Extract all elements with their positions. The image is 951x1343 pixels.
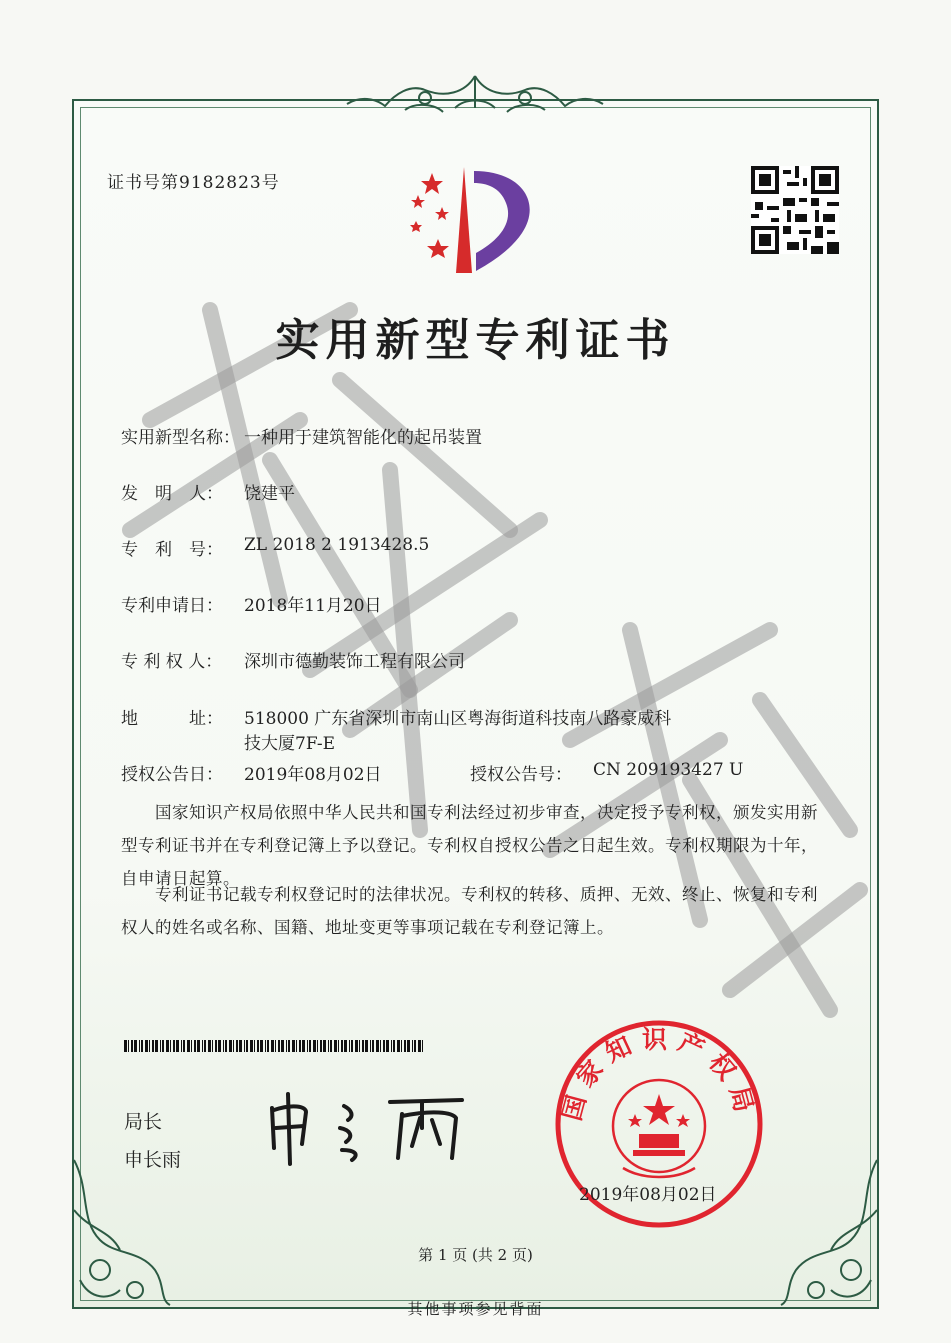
barcode-bar <box>380 1040 381 1052</box>
barcode-bar <box>349 1040 350 1052</box>
barcode-bar <box>372 1040 374 1052</box>
barcode-bar <box>187 1040 190 1052</box>
barcode-bar <box>275 1040 276 1052</box>
barcode-bar <box>397 1040 400 1052</box>
barcode-bar <box>313 1040 316 1052</box>
field-label-application-date: 专利申请日： <box>121 596 223 616</box>
barcode-bar <box>299 1040 301 1052</box>
certificate-number: 证书号第9182823号 <box>107 173 280 193</box>
barcode-bar <box>194 1040 196 1052</box>
certificate-paragraph-2: 专利证书记载专利权登记时的法律状况。专利权的转移、质押、无效、终止、恢复和专利权人的姓名或名称、国籍、地址变更等事项记载在专利登记簿上。 <box>121 885 818 937</box>
barcode-bar <box>344 1040 347 1052</box>
field-label-utility-model-name: 实用新型名称： <box>121 428 240 448</box>
barcode-bar <box>267 1040 269 1052</box>
field-value-grant-date: 2019年08月02日 <box>244 765 382 785</box>
barcode-bar <box>362 1040 364 1052</box>
barcode-bar <box>124 1040 127 1052</box>
barcode-bar <box>181 1040 182 1052</box>
barcode-bar <box>422 1040 423 1052</box>
barcode-bar <box>215 1040 217 1052</box>
barcode-bar <box>404 1040 406 1052</box>
svg-text:国家知识产权局: 国家知识产权局 <box>557 1024 761 1124</box>
director-title: 局长 <box>124 1111 163 1133</box>
barcode-bar <box>183 1040 185 1052</box>
barcode-bar <box>162 1040 164 1052</box>
barcode-bar <box>197 1040 200 1052</box>
barcode-bar <box>141 1040 143 1052</box>
field-value-inventor: 饶建平 <box>244 484 295 504</box>
barcode-bar <box>330 1040 332 1052</box>
barcode-bar <box>218 1040 221 1052</box>
seal-date: 2019年08月02日 <box>579 1185 717 1205</box>
barcode-bar <box>307 1040 308 1052</box>
barcode-bar <box>236 1040 238 1052</box>
barcode-bar <box>223 1040 224 1052</box>
director-name: 申长雨 <box>124 1149 182 1171</box>
barcode-bar <box>292 1040 295 1052</box>
barcode-bar <box>149 1040 150 1052</box>
barcode-bar <box>351 1040 353 1052</box>
field-label-patentee: 专 利 权 人： <box>121 652 223 672</box>
barcode-bar <box>166 1040 169 1052</box>
barcode-bar <box>320 1040 322 1052</box>
field-label-grant-publication-number: 授权公告号： <box>470 765 572 785</box>
barcode-bar <box>128 1040 129 1052</box>
barcode-bar <box>173 1040 175 1052</box>
barcode-bar <box>257 1040 259 1052</box>
back-note: 其他事项参见背面 <box>407 1300 544 1318</box>
barcode-bar <box>278 1040 280 1052</box>
barcode-bar <box>250 1040 253 1052</box>
barcode-bar <box>254 1040 255 1052</box>
barcode-bar <box>414 1040 416 1052</box>
field-value-application-date: 2018年11月20日 <box>244 596 382 616</box>
barcode-bar <box>246 1040 248 1052</box>
barcode-bar <box>309 1040 311 1052</box>
certificate-paragraph-1: 国家知识产权局依照中华人民共和国专利法经过初步审查，决定授予专利权，颁发实用新型专利证书并在专利登记簿上予以登记。专利权自授权公告之日起生效。专利权期限为十年，自申请日起算。 <box>121 803 818 888</box>
barcode-bar <box>260 1040 263 1052</box>
field-label-inventor: 发 明 人： <box>121 484 223 504</box>
barcode-bar <box>204 1040 206 1052</box>
top-ornament-icon <box>325 68 625 118</box>
barcode <box>124 1040 426 1052</box>
field-label-patent-number: 专 利 号： <box>121 540 223 560</box>
barcode-bar <box>341 1040 343 1052</box>
barcode-bar <box>286 1040 287 1052</box>
barcode-bar <box>383 1040 385 1052</box>
barcode-bar <box>391 1040 392 1052</box>
barcode-bar <box>386 1040 389 1052</box>
barcode-bar <box>288 1040 290 1052</box>
barcode-bar <box>317 1040 318 1052</box>
barcode-bar <box>160 1040 161 1052</box>
barcode-bar <box>244 1040 245 1052</box>
barcode-bar <box>152 1040 154 1052</box>
barcode-bar <box>323 1040 326 1052</box>
barcode-bar <box>359 1040 360 1052</box>
barcode-bar <box>155 1040 158 1052</box>
barcode-bar <box>296 1040 297 1052</box>
barcode-bar <box>170 1040 171 1052</box>
barcode-bar <box>176 1040 179 1052</box>
patent-office-logo-icon <box>402 163 552 278</box>
barcode-bar <box>355 1040 358 1052</box>
director-signature <box>262 1088 474 1168</box>
field-value-address-line2: 技大厦7F-E <box>244 734 336 754</box>
barcode-bar <box>202 1040 203 1052</box>
barcode-bar <box>338 1040 339 1052</box>
barcode-bar <box>407 1040 410 1052</box>
barcode-bar <box>376 1040 379 1052</box>
barcode-bar <box>131 1040 133 1052</box>
barcode-bar <box>418 1040 421 1052</box>
barcode-bar <box>401 1040 402 1052</box>
barcode-bar <box>412 1040 413 1052</box>
bottom-left-ornament-icon <box>60 1150 180 1310</box>
field-value-grant-publication-number: CN 209193427 U <box>593 760 744 780</box>
barcode-bar <box>365 1040 368 1052</box>
barcode-bar <box>265 1040 266 1052</box>
barcode-bar <box>370 1040 371 1052</box>
barcode-bar <box>271 1040 274 1052</box>
barcode-bar <box>393 1040 395 1052</box>
barcode-bar <box>302 1040 305 1052</box>
barcode-bar <box>281 1040 284 1052</box>
barcode-bar <box>233 1040 234 1052</box>
barcode-bar <box>328 1040 329 1052</box>
field-value-patent-number: ZL 2018 2 1913428.5 <box>244 535 430 555</box>
barcode-bar <box>139 1040 140 1052</box>
field-label-grant-date: 授权公告日： <box>121 765 223 785</box>
barcode-bar <box>145 1040 148 1052</box>
field-value-patentee: 深圳市德勤装饰工程有限公司 <box>244 652 465 672</box>
page-number: 第 1 页 (共 2 页) <box>418 1246 533 1264</box>
barcode-bar <box>229 1040 232 1052</box>
field-value-utility-model-name: 一种用于建筑智能化的起吊装置 <box>244 428 482 448</box>
barcode-bar <box>208 1040 211 1052</box>
barcode-bar <box>134 1040 137 1052</box>
certificate-title: 实用新型专利证书 <box>275 315 676 366</box>
barcode-bar <box>334 1040 337 1052</box>
barcode-bar <box>239 1040 242 1052</box>
barcode-bar <box>212 1040 213 1052</box>
field-value-address-line1: 518000 广东省深圳市南山区粤海街道科技南八路豪威科 <box>244 709 672 729</box>
qr-code <box>751 166 839 254</box>
field-label-address: 地 址： <box>121 709 223 729</box>
barcode-bar <box>191 1040 192 1052</box>
barcode-bar <box>225 1040 227 1052</box>
bottom-right-ornament-icon <box>771 1150 891 1310</box>
